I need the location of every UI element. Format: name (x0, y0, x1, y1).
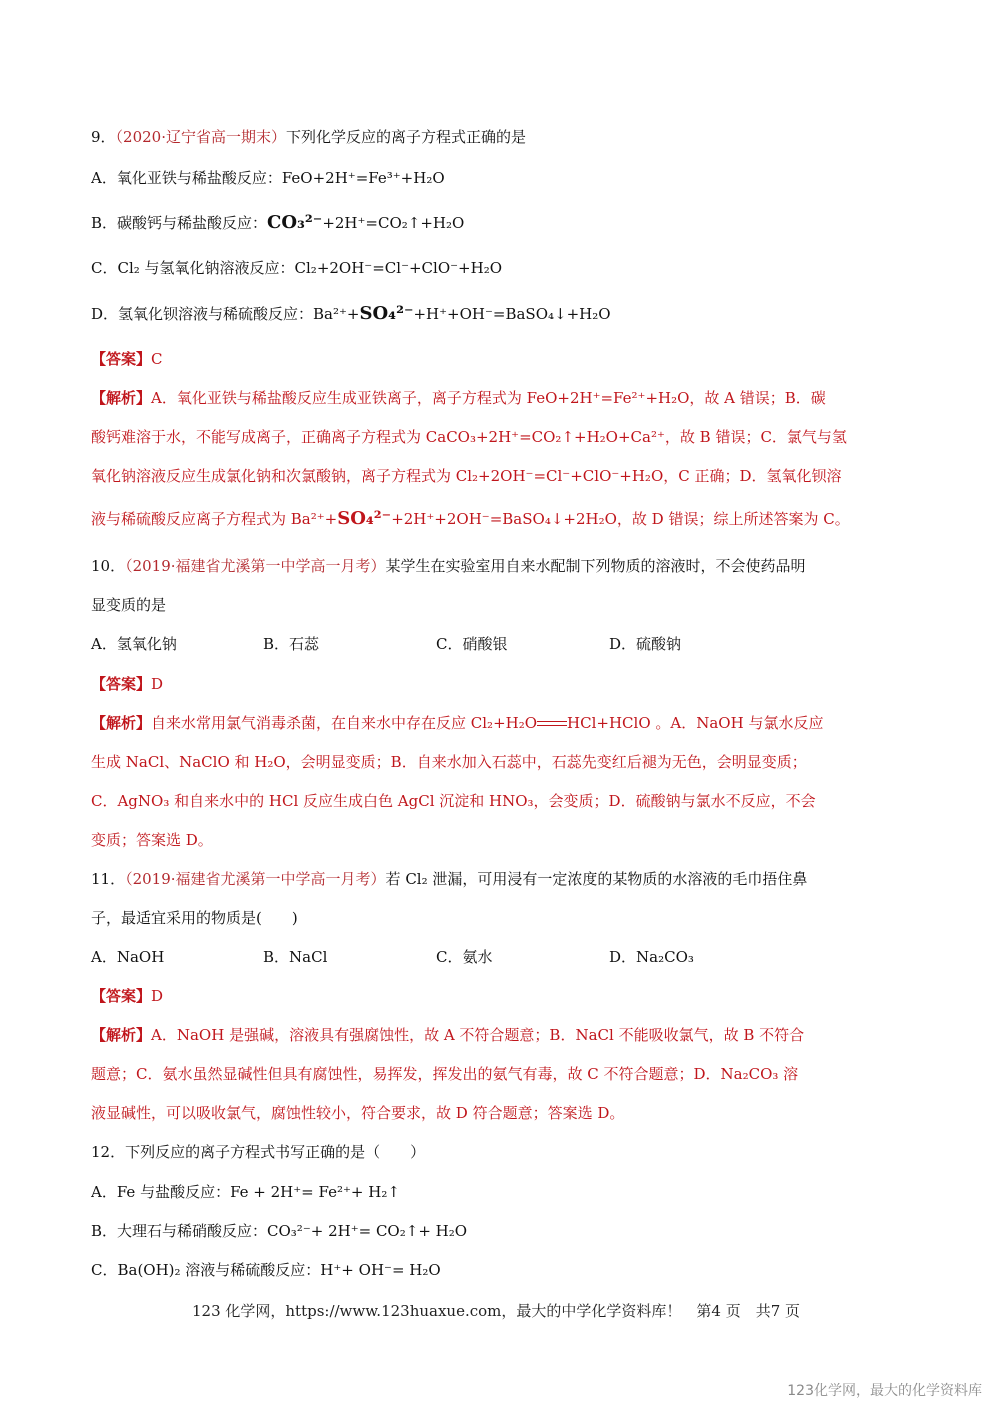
q11-stem-text1: 若 Cl₂ 泄漏，可用浸有一定浓度的某物质的水溶液的毛巾捂住鼻 (385, 870, 808, 888)
q11-source: （2019·福建省尤溪第一中学高一月考） (125, 870, 386, 888)
q10-stem-line2: 显变质的是 (91, 596, 167, 614)
q10-explanation-line2: 生成 NaCl、NaClO 和 H₂O，会明显变质；B．自来水加入石蕊中，石蕊先变红后褪为无色，会明显变质； (91, 753, 807, 771)
q11-option-a: A．NaOH (91, 948, 165, 966)
q9-carbonate-ion: CO₃²⁻ (267, 213, 323, 233)
q11-explanation-line1 (91, 1025, 902, 1045)
q9-option-d (91, 304, 902, 324)
q9-explanation-line3: 氧化钠溶液反应生成氯化钠和次氯酸钠，离子方程式为 Cl₂+2OH⁻=Cl⁻+ClO⁻+H₂O，C 正确；D．氢氧化钡溶 (91, 467, 842, 485)
answer-tag: 【答案】 (91, 675, 152, 693)
q11-explanation-line3: 液显碱性，可以吸收氯气，腐蚀性较小，符合要求，故 D 符合题意；答案选 D。 (91, 1104, 625, 1122)
q10-explanation-line3: C．AgNO₃ 和自来水中的 HCl 反应生成白色 AgCl 沉淀和 HNO₃，会变质；D．硫酸钠与氯水不反应，不会 (91, 792, 816, 810)
q9-stem-text: 下列化学反应的离子方程式正确的是 (286, 128, 527, 146)
answer-tag: 【答案】 (91, 350, 152, 368)
q9-explanation-line2: 酸钙难溶于水，不能写成离子，正确离子方程式为 CaCO₃+2H⁺=CO₂↑+H₂O+Ca²⁺，故 B 错误；C．氯气与氢 (91, 428, 847, 446)
equilibrium-arrow-icon (537, 719, 567, 729)
q9-option-d-text: D．氢氧化钡溶液与稀硫酸反应：Ba²⁺+ (91, 305, 360, 323)
explanation-tag: 【解析】 (91, 714, 152, 732)
q11-number: 11． (91, 870, 126, 888)
q9-explanation-line1 (91, 388, 902, 408)
q10-answer-value: D (151, 675, 164, 693)
q11-answer-value: D (151, 987, 164, 1005)
q10-answer (91, 674, 902, 694)
q10-option-d: D．硫酸钠 (609, 635, 682, 653)
explanation-tag: 【解析】 (91, 1026, 152, 1044)
q9-option-c: C．Cl₂ 与氢氧化钠溶液反应：Cl₂+2OH⁻=Cl⁻+ClO⁻+H₂O (91, 259, 503, 277)
q10-number: 10． (91, 557, 126, 575)
q9-stem (91, 127, 902, 147)
q10-explanation-line1 (91, 713, 902, 733)
q11-answer (91, 986, 902, 1006)
q9-option-d-eq: +H⁺+OH⁻=BaSO₄↓+H₂O (413, 305, 611, 323)
q10-stem-text1: 某学生在实验室用自来水配制下列物质的溶液时，不会使药品明 (385, 557, 806, 575)
q10-source: （2019·福建省尤溪第一中学高一月考） (125, 557, 386, 575)
q9-number: 9． (91, 128, 116, 146)
q12-option-a: A．Fe 与盐酸反应：Fe + 2H⁺= Fe²⁺+ H₂↑ (91, 1183, 400, 1201)
q11-stem-line2: 子，最适宜采用的物质是( ) (91, 909, 298, 927)
answer-tag: 【答案】 (91, 987, 152, 1005)
q10-explanation-text1: 自来水常用氯气消毒杀菌，在自来水中存在反应 Cl₂+H₂O (151, 714, 538, 732)
q11-stem-line1 (91, 869, 902, 889)
q9-explanation-text1: A．氧化亚铁与稀盐酸反应生成亚铁离子，离子方程式为 FeO+2H⁺=Fe²⁺+H₂O，故 A 错误；B．碳 (151, 389, 826, 407)
q10-option-c: C．硝酸银 (436, 635, 508, 653)
q11-option-b: B．NaCl (263, 948, 328, 966)
q9-answer (91, 349, 902, 369)
q9-answer-value: C (151, 350, 163, 368)
q9-option-a: A．氧化亚铁与稀盐酸反应：FeO+2H⁺=Fe³⁺+H₂O (91, 169, 445, 187)
q10-explanation-text1b: HCl+HClO 。A．NaOH 与氯水反应 (567, 714, 824, 732)
q9-explanation-text4: 液与稀硫酸反应离子方程式为 Ba²⁺+ (91, 510, 338, 528)
q10-option-b: B．石蕊 (263, 635, 320, 653)
q12-stem: 12．下列反应的离子方程式书写正确的是（ ） (91, 1143, 426, 1161)
page-footer: 123 化学网，https://www.123huaxue.com，最大的中学化学资料库！ 第4 页 共7 页 (191, 1302, 801, 1320)
q9-explanation-sulfate-ion: SO₄²⁻ (337, 509, 392, 529)
watermark: 123化学网，最大的化学资料库 (787, 1383, 982, 1399)
q9-explanation-text4b: +2H⁺+2OH⁻=BaSO₄↓+2H₂O，故 D 错误；综上所述答案为 C。 (391, 510, 850, 528)
q11-option-c: C．氨水 (436, 948, 493, 966)
q10-option-a: A．氢氧化钠 (91, 635, 177, 653)
q9-source: （2020·辽宁省高一期末） (115, 128, 286, 146)
q9-option-b-text: B．碳酸钙与稀盐酸反应： (91, 214, 268, 232)
explanation-tag: 【解析】 (91, 389, 152, 407)
q9-option-b (91, 213, 902, 233)
q11-explanation-text1: A．NaOH 是强碱，溶液具有强腐蚀性，故 A 不符合题意；B．NaCl 不能吸收氯气，故 B 不符合 (151, 1026, 805, 1044)
q10-stem-line1 (91, 556, 902, 576)
q12-option-b: B．大理石与稀硝酸反应：CO₃²⁻+ 2H⁺= CO₂↑+ H₂O (91, 1222, 468, 1240)
q11-explanation-line2: 题意；C．氨水虽然显碱性但具有腐蚀性，易挥发，挥发出的氨气有毒，故 C 不符合题意；D．Na₂CO₃ 溶 (91, 1065, 799, 1083)
q11-option-d: D．Na₂CO₃ (609, 948, 694, 966)
q12-option-c: C．Ba(OH)₂ 溶液与稀硫酸反应：H⁺+ OH⁻= H₂O (91, 1261, 441, 1279)
q10-explanation-line4: 变质；答案选 D。 (91, 831, 213, 849)
q9-option-b-eq: +2H⁺=CO₂↑+H₂O (322, 214, 465, 232)
q9-sulfate-ion: SO₄²⁻ (359, 304, 414, 324)
q9-explanation-line4 (91, 509, 902, 529)
